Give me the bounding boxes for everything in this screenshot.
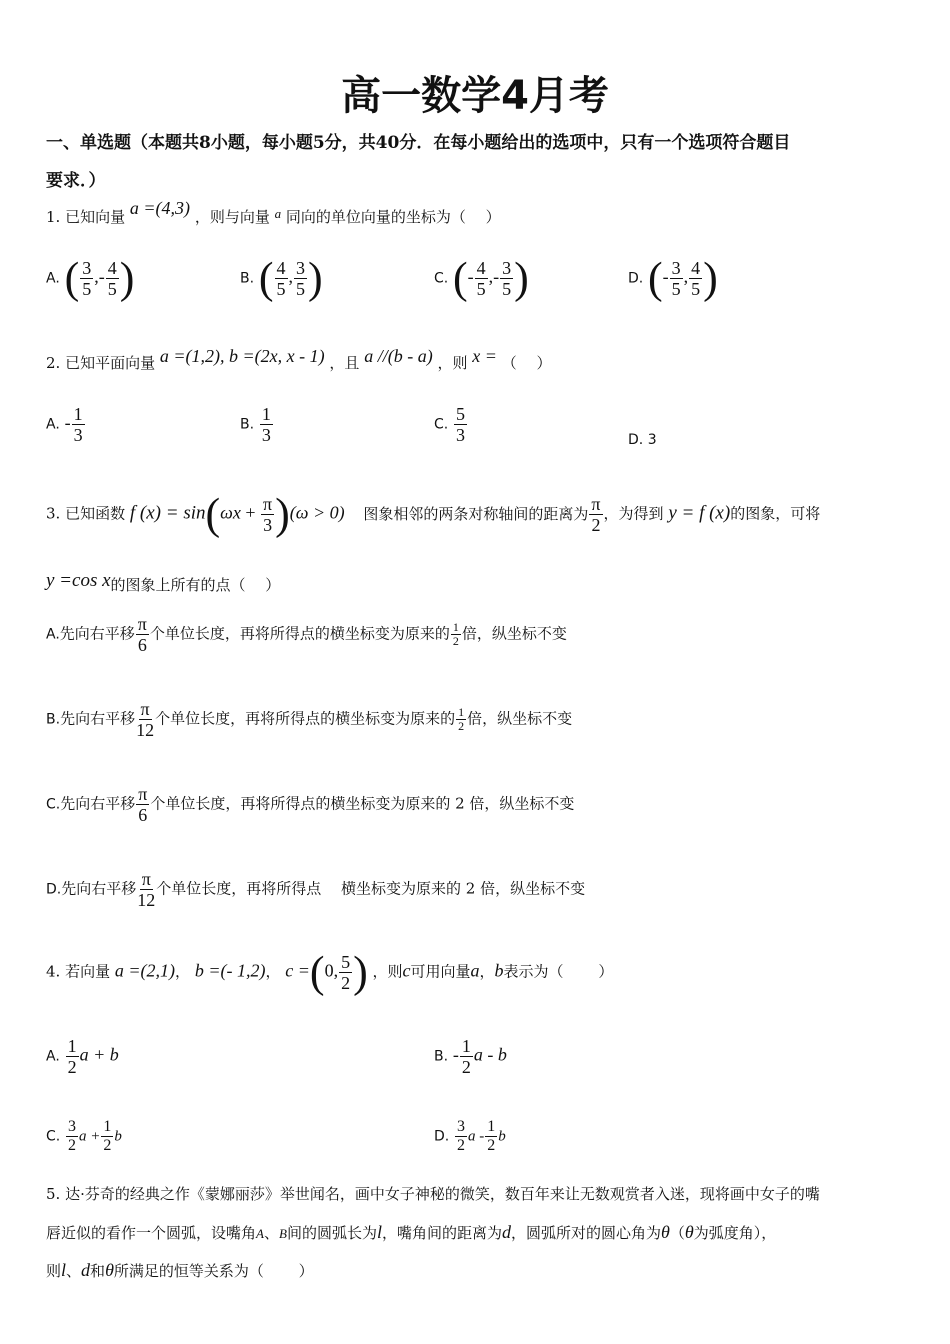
question-5-line2: 唇近似的看作一个圆弧，设嘴角A、B间的圆弧长为l，嘴角间的距离为d，圆弧所对的圆心角为θ（θ为弧度角）， <box>46 1222 777 1242</box>
q4-option-b[interactable]: B. - $\frac{1}{2}$ a - b <box>434 1036 507 1077</box>
q2-option-d[interactable]: D. 3 <box>628 432 657 448</box>
question-5: 5. 达·芬奇的经典之作《蒙娜丽莎》举世闻名，画中女子神秘的微笑，数百年来让无数观赏者入迷，现将画中女子的嘴 <box>46 1185 820 1203</box>
q1-pre: 已知向量 <box>65 208 126 226</box>
q1-number: 1. <box>46 208 61 226</box>
q1-option-a[interactable]: A. ( $\frac{3}{5}$ ,- $\frac{4}{5}$ ) <box>46 253 135 303</box>
q4-option-d[interactable]: D. $\frac{3}{2}$ a - $\frac{1}{2}$ b <box>434 1118 506 1154</box>
q2-option-b[interactable]: B. $\frac{1}{3}$ <box>240 404 271 445</box>
section-heading: 一、单选题（本题共8小题，每小题5分，共40分．在每小题给出的选项中，只有一个选项符合题目 <box>46 133 791 153</box>
q4-option-c[interactable]: C. $\frac{3}{2}$ a + $\frac{1}{2}$ b <box>46 1118 122 1154</box>
q1-post: ，则与向量 <box>194 208 270 226</box>
q2-option-a[interactable]: A. - $\frac{1}{3}$ <box>46 404 83 445</box>
question-3: 3. 已知函数 f (x) = sin(ωx + $\frac{\pi}{3}$ )(ω > 0) 图象相邻的两条对称轴间的距离为 $\frac{\pi}{2}$ ，为得到 y = f (x)的图象，可将 <box>46 489 821 539</box>
q1-post2: 同向的单位向量的坐标为（ ） <box>285 208 501 226</box>
q3-option-a[interactable]: A.先向右平移 $\frac{\pi}{6}$ 个单位长度，再将所得点的横坐标变为原来的 $\frac{1}{2}$ 倍，纵坐标不变 <box>46 614 567 655</box>
question-3-line2: y =cos x的图象上所有的点（ ） <box>46 570 281 594</box>
question-1 <box>46 198 501 228</box>
question-4: 4. 若向量 a =(2,1)， b =(- 1,2)， c =(0, $\frac{5}{2}$ ) ，则c可用向量a，b表示为（ ） <box>46 947 614 997</box>
q1-option-d[interactable]: D. (- $\frac{3}{5}$ , $\frac{4}{5}$ ) <box>628 253 718 303</box>
q3-option-c[interactable]: C.先向右平移 $\frac{\pi}{6}$ 个单位长度，再将所得点的横坐标变为原来的 2 倍，纵坐标不变 <box>46 784 575 825</box>
q4-option-a[interactable]: A. $\frac{1}{2}$ a + b <box>46 1036 119 1077</box>
q2-option-c[interactable]: C. $\frac{5}{3}$ <box>434 404 466 445</box>
q3-option-b[interactable]: B.先向右平移 $\frac{\pi}{12}$ 个单位长度，再将所得点的横坐标变为原来的 $\frac{1}{2}$ 倍，纵坐标不变 <box>46 699 573 740</box>
q1-math: a =(4,3) <box>129 198 191 218</box>
q1-mid: a <box>274 206 282 221</box>
q2-math: a =(1,2), b =(2x, x - 1) <box>159 346 325 366</box>
q1-option-b[interactable]: B. ( $\frac{4}{5}$ , $\frac{3}{5}$ ) <box>240 253 323 303</box>
page-title: 高一数学4月考 <box>341 73 609 119</box>
question-5-line3: 则l、d和θ所满足的恒等关系为（ ） <box>46 1260 314 1280</box>
q1-option-c[interactable]: C. (- $\frac{4}{5}$ ,- $\frac{3}{5}$ ) <box>434 253 529 303</box>
section-heading-cont: 要求．） <box>46 171 106 191</box>
question-2: 2. 已知平面向量 a =(1,2), b =(2x, x - 1) ，且 a //(b - a) ，则 x = （ ） <box>46 346 552 372</box>
q3-option-d[interactable]: D.先向右平移 $\frac{\pi}{12}$ 个单位长度，再将所得点 横坐标变为原来的 2 倍，纵坐标不变 <box>46 869 586 910</box>
